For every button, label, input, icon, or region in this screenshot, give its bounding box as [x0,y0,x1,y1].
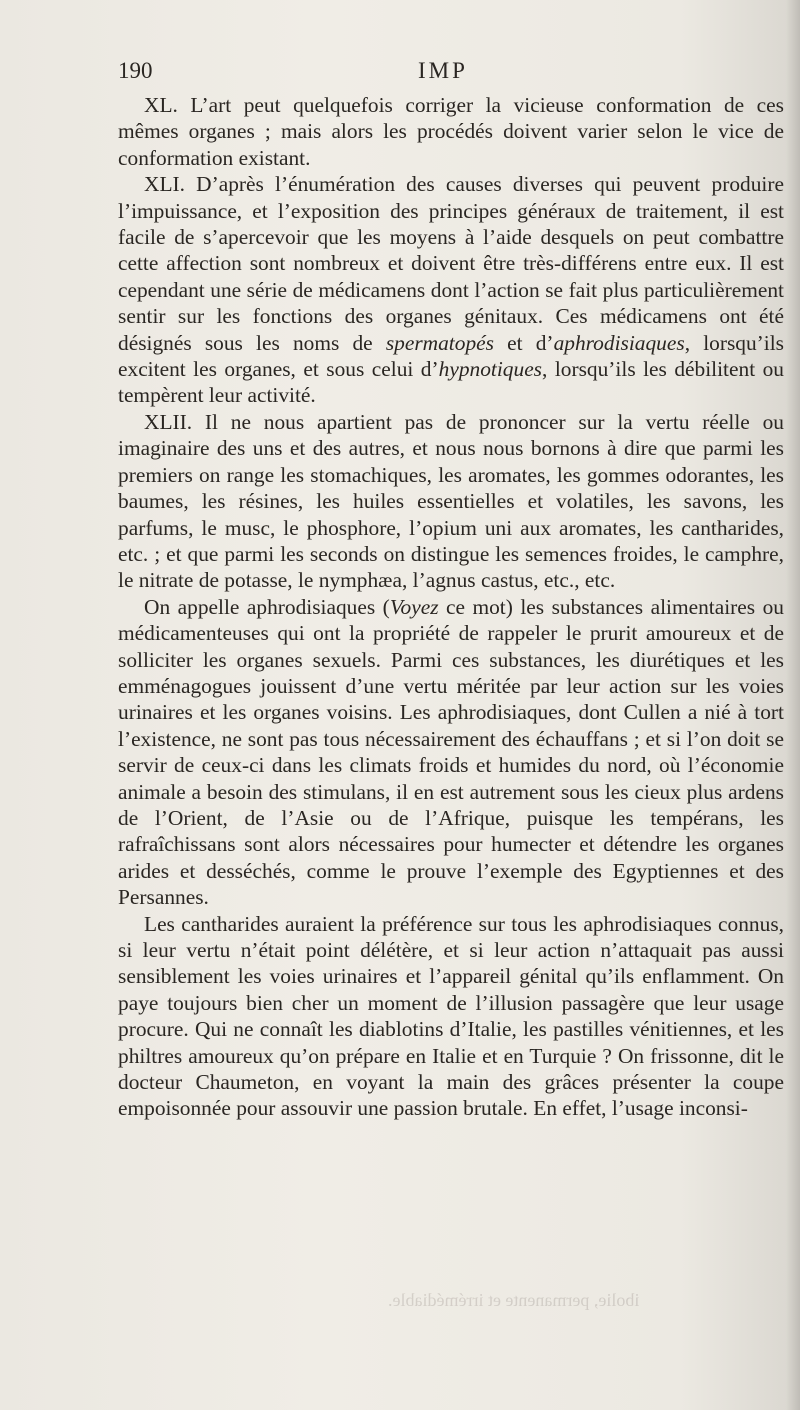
paragraph-aphrodisiaques [118,594,784,911]
paragraph-xl [118,92,784,171]
paragraph-text: Les cantharides auraient la préférence sur tous les aphrodisiaques connus, si leur vertu n’était point délétère, et si leur action n’attaquait pas aussi sensiblement les voies urinaires et l’appareil génital qu’ils enflamment. On paye toujours bien cher un moment de l’illusion passagère que leur usage procure. Qui ne connaît les diablotins d’Italie, les pastilles vénitiennes, et les philtres amoureux qu’on prépare en Italie et en Turquie ? On frissonne, dit le docteur Chaumeton, en voyant la main des grâces présenter la coupe empoisonnée pour assouvir une passion brutale. En effet, l’usage inconsi- [118,911,784,1121]
paragraph-text: XLII. Il ne nous apartient pas de prononcer sur la vertu réelle ou imaginaire des uns et des autres, et nous nous bornons à dire que parmi les premiers on range les stomachiques, les aromates, les gommes odorantes, les baumes, les résines, les huiles essentielles et volatiles, les savons, les parfums, le musc, le phosphore, l’opium uni aux aromates, les cantharides, etc. ; et que parmi les seconds on distingue les semences froides, le camphre, le nitrate de potasse, le nymphæa, l’agnus castus, etc., etc. [118,409,784,593]
paragraph-text: ce mot) les substances alimentaires ou médicamenteuses qui ont la propriété de rappeler le prurit amoureux et de solliciter les organes sexuels. Parmi ces substances, les diurétiques et les emménagogues jouissent d’une vertu méritée par leur action sur les voies urinaires et les organes voisins. Les aphrodisiaques, dont Cullen a nié à tort l’existence, ne sont pas tous nécessairement des échauffans ; et si l’on doit se servir de ceux-ci dans les climats froids et humides du nord, où l’économie animale a besoin des stimulans, il en est autrement sous les cieux plus ardens de l’Orient, de l’Asie ou de l’Afrique, puisque les tempérans, les rafraîchissans sont alors nécessaires pour humecter et détendre les organes arides et desséchés, comme le prouve l’exemple des Egyptiennes et des Persannes. [118,594,784,910]
paragraph-cantharides [118,911,784,1122]
body-text [118,92,784,1122]
running-head: IMP [418,58,468,83]
italic-term: aphrodisiaques [553,330,685,355]
italic-term: hypnotiques [438,357,543,382]
bleed-through-text: ibolie, permanente et irrémédiable. [388,1290,640,1310]
paragraph-text: On appelle aphrodisiaques ( [144,594,390,619]
page-edge-shadow [786,0,800,1410]
paragraph-xlii [118,409,784,594]
paragraph-text: XL. L’art peut quelquefois corriger la vicieuse conformation de ces mêmes organes ; mais alors les procédés doivent varier selon le vice de conformation existant. [118,93,784,170]
paragraph-text: , lorsqu’ils les débilitent ou tempèrent leur activité. [118,357,784,408]
paragraph-text: , lorsqu’ils excitent les organes, et sous celui d’ [118,330,785,382]
paragraph-xli [118,171,784,409]
italic-term: spermatopés [385,330,494,355]
paragraph-text: XLI. D’après l’énumération des causes diverses qui peuvent produire l’impuissance, et l’exposition des principes généraux de traitement, il est facile de s’apercevoir que les moyens à l’aide desquels on peut combattre cette affection sont nombreux et doivent être très-différens entre eux. Il est cependant une série de médicamens dont l’action se fait plus particulièrement sentir sur les fonctions des organes génitaux. Ces médicamens ont été désignés sous les noms de [118,172,784,355]
page-header [118,58,782,92]
italic-term: Voyez [389,594,439,619]
paragraph-text: et d’ [493,330,554,355]
page-number: 190 [118,58,153,83]
